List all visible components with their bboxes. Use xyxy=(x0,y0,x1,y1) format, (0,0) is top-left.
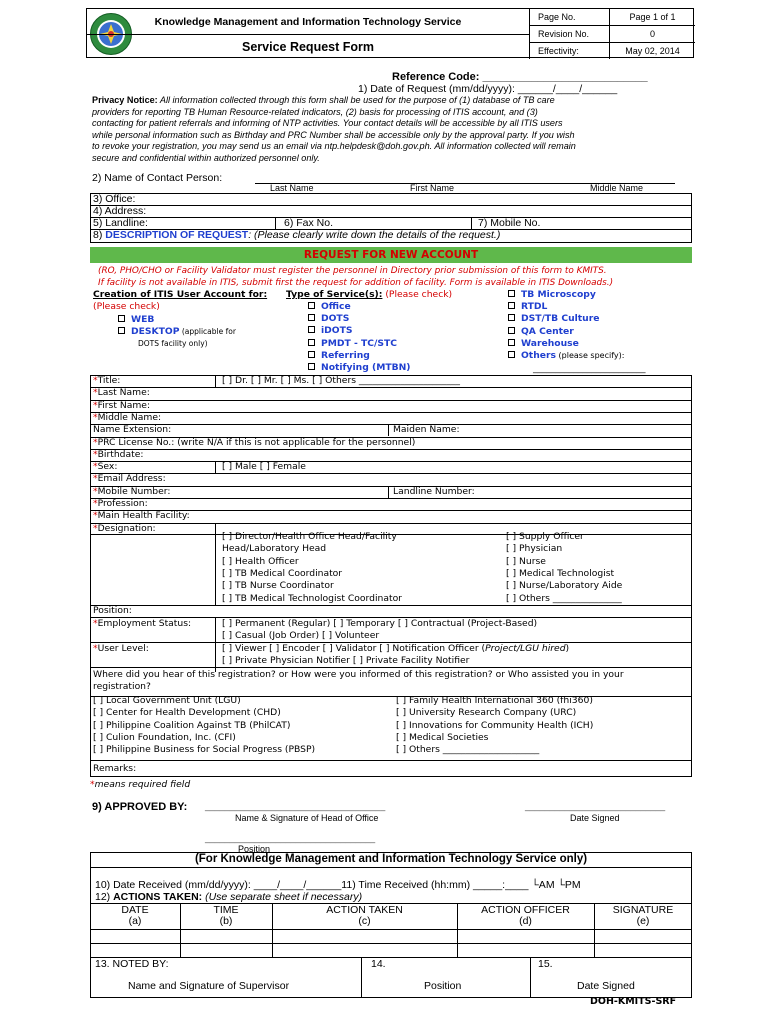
required-note: *means required field xyxy=(90,779,191,790)
service-checkbox-4[interactable]: Referring xyxy=(308,350,370,363)
privacy-label: Privacy Notice: xyxy=(92,95,158,105)
desktop-checkbox[interactable]: DESKTOP (applicable for xyxy=(118,326,236,339)
org-name: Knowledge Management and Information Technology Service xyxy=(87,9,530,35)
field-title[interactable]: *Title: xyxy=(93,375,121,386)
approver-name-caption: Name & Signature of Head of Office xyxy=(235,813,379,823)
form-title: Service Request Form xyxy=(87,35,530,59)
source-option-r2[interactable]: [ ] Innovations for Community Health (ICH) xyxy=(396,719,594,731)
supervisor-caption: Name and Signature of Supervisor xyxy=(128,980,290,992)
designation-option-5[interactable]: [ ] TB Medical Technologist Coordinator xyxy=(222,592,402,604)
service-checkbox-b0[interactable]: TB Microscopy xyxy=(508,289,596,302)
field-mobile[interactable]: *Mobile Number: xyxy=(93,485,171,497)
source-option-1[interactable]: [ ] Center for Health Development (CHD) xyxy=(93,707,281,719)
service-checkbox-3[interactable]: PMDT - TC/STC xyxy=(308,338,397,351)
field-14[interactable]: 14. xyxy=(371,958,386,970)
field-sex[interactable]: *Sex: xyxy=(93,461,118,473)
approved-by-label: 9) APPROVED BY: xyxy=(92,801,188,813)
field-middle[interactable]: *Middle Name: xyxy=(93,411,162,423)
fax-field[interactable]: 6) Fax No. xyxy=(284,217,334,229)
checkbox-icon xyxy=(118,327,125,334)
checkbox-icon xyxy=(508,327,515,334)
middle-name-caption: Middle Name xyxy=(590,183,644,193)
first-name-caption: First Name xyxy=(410,183,455,193)
service-title: Type of Service(s): (Please check) xyxy=(286,289,453,300)
remarks-field[interactable]: Remarks: xyxy=(93,763,137,774)
designation-option-r3[interactable]: [ ] Medical Technologist xyxy=(506,567,615,579)
source-option-r0[interactable]: [ ] Family Health International 360 (fhi360) xyxy=(396,695,593,706)
approver-position-line[interactable]: __________________________________ xyxy=(205,833,376,843)
action-col-sub-2: (c) xyxy=(358,915,371,927)
designation-option-4[interactable]: [ ] TB Nurse Coordinator xyxy=(222,580,334,592)
new-account-title: REQUEST FOR NEW ACCOUNT xyxy=(303,249,479,261)
field-email[interactable]: *Email Address: xyxy=(93,473,166,485)
designation-option-r0[interactable]: [ ] Supply Officer xyxy=(506,531,584,542)
user-level-options-0[interactable]: [ ] Viewer [ ] Encoder [ ] Validator [ ] Notification Officer (Project/LGU hired) xyxy=(222,643,570,654)
desktop-note: DOTS facility only) xyxy=(138,339,208,348)
new-account-note-1: (RO, PHO/CHO or Facility Validator must register the personnel in Directory prior submission of this form to KMITS. xyxy=(98,266,607,276)
designation-option-r5[interactable]: [ ] Others _______________ xyxy=(506,592,622,604)
source-option-r3[interactable]: [ ] Medical Societies xyxy=(396,731,489,743)
contact-person-label: 2) Name of Contact Person: xyxy=(92,172,223,184)
last-name-caption: Last Name xyxy=(270,183,314,193)
new-account-note-2: If facility is not available in ITIS, submit first the request for addition of facility. Form is available in ITIS Downloads.) xyxy=(98,278,614,288)
approval-date-caption: Date Signed xyxy=(570,813,620,823)
source-option-3[interactable]: [ ] Culion Foundation, Inc. (CFI) xyxy=(93,731,236,743)
designation-option-1[interactable]: Head/Laboratory Head xyxy=(222,543,327,555)
service-checkbox-b3[interactable]: QA Center xyxy=(508,326,574,339)
effectivity-value: May 02, 2014 xyxy=(625,46,680,56)
field-prc[interactable]: *PRC License No.: (write N/A if this is not applicable for the personnel) xyxy=(93,436,416,448)
page-no-label: Page No. xyxy=(530,9,610,26)
field-sex-options[interactable]: [ ] Male [ ] Female xyxy=(222,461,306,473)
where-question: Where did you hear of this registration? or How were you informed of this registration? or Who assisted you in your xyxy=(93,669,624,680)
action-col-header-1: TIME xyxy=(213,904,239,916)
date-signed-caption: Date Signed xyxy=(577,980,635,992)
checkbox-icon xyxy=(508,351,515,358)
field-designation[interactable]: *Designation: xyxy=(93,522,156,534)
position-caption: Position xyxy=(424,980,462,992)
service-checkbox-b1[interactable]: RTDL xyxy=(508,301,547,314)
actions-taken-label: 12) ACTIONS TAKEN: (Use separate sheet if necessary) xyxy=(95,891,363,903)
source-option-r4[interactable]: [ ] Others _____________________ xyxy=(396,744,540,756)
designation-option-r4[interactable]: [ ] Nurse/Laboratory Aide xyxy=(506,580,623,592)
source-option-0[interactable]: [ ] Local Government Unit (LGU) xyxy=(93,695,241,706)
where-block xyxy=(90,697,692,777)
checkbox-icon xyxy=(308,314,315,321)
checkbox-icon xyxy=(508,314,515,321)
field-profession[interactable]: *Profession: xyxy=(93,498,148,509)
revision-label: Revision No. xyxy=(530,26,610,43)
landline-field[interactable]: 5) Landline: xyxy=(93,217,148,229)
designation-option-r2[interactable]: [ ] Nurse xyxy=(506,555,546,567)
office-field[interactable]: 3) Office: xyxy=(93,193,136,205)
field-last[interactable]: *Last Name: xyxy=(93,387,150,399)
emp-status-options-1[interactable]: [ ] Casual (Job Order) [ ] Volunteer xyxy=(222,630,380,642)
designation-option-0[interactable]: [ ] Director/Health Office Head/Facility xyxy=(222,531,397,542)
service-checkbox-2[interactable]: iDOTS xyxy=(308,325,352,338)
approver-name-line[interactable]: ____________________________________ xyxy=(205,801,386,811)
emp-status-options-0[interactable]: [ ] Permanent (Regular) [ ] Temporary [ ] Contractual (Project-Based) xyxy=(222,618,538,629)
kmits-only-title: (For Knowledge Management and Information Technology Service only) xyxy=(194,853,588,865)
noted-by-label[interactable]: 13. NOTED BY: xyxy=(95,958,169,970)
action-col-header-2: ACTION TAKEN xyxy=(326,904,403,916)
field-user-level[interactable]: *User Level: xyxy=(93,643,149,654)
creation-title: Creation of ITIS User Account for: xyxy=(93,289,268,300)
action-col-sub-0: (a) xyxy=(128,915,142,927)
address-field[interactable]: 4) Address: xyxy=(93,205,147,217)
action-col-header-4: SIGNATURE xyxy=(612,904,674,916)
field-title-options[interactable]: [ ] Dr. [ ] Mr. [ ] Ms. [ ] Others ______________________ xyxy=(222,375,460,386)
revision-value: 0 xyxy=(610,26,695,43)
field-15[interactable]: 15. xyxy=(538,958,553,970)
designation-option-2[interactable]: [ ] Health Officer xyxy=(222,555,299,567)
others-specify-line[interactable]: _________________________ xyxy=(533,364,646,374)
service-checkbox-5[interactable]: Notifying (MTBN) xyxy=(308,362,411,375)
approver-position-caption: Position xyxy=(238,844,271,854)
description-field[interactable]: 8) DESCRIPTION OF REQUEST: (Please clearly write down the details of the request.) xyxy=(93,229,501,241)
checkbox-icon xyxy=(308,302,315,309)
checkbox-icon xyxy=(308,363,315,370)
page-no-value: Page 1 of 1 xyxy=(610,9,695,26)
approval-date-line[interactable]: ____________________________ xyxy=(525,801,666,811)
checkbox-icon xyxy=(308,339,315,346)
form-code: DOH-KMITS-SRF xyxy=(590,996,677,1007)
source-option-4[interactable]: [ ] Philippine Business for Social Progress (PBSP) xyxy=(93,744,316,756)
effectivity-label: Effectivity: xyxy=(530,43,610,59)
checkbox-icon xyxy=(508,290,515,297)
field-emp-status[interactable]: *Employment Status: xyxy=(93,618,192,629)
field-first[interactable]: *First Name: xyxy=(93,399,151,411)
field-position[interactable]: Position: xyxy=(93,605,132,616)
service-checkbox-b5[interactable]: Others (please specify): xyxy=(508,350,624,363)
source-option-2[interactable]: [ ] Philippine Coalition Against TB (PhilCAT) xyxy=(93,719,291,731)
creation-check-note: (Please check) xyxy=(93,301,160,312)
action-col-sub-4: (e) xyxy=(636,915,650,927)
field-facility[interactable]: *Main Health Facility: xyxy=(93,510,190,522)
designation-option-3[interactable]: [ ] TB Medical Coordinator xyxy=(222,567,343,579)
mobile-field[interactable]: 7) Mobile No. xyxy=(478,217,541,229)
action-col-header-3: ACTION OFFICER xyxy=(481,904,570,916)
checkbox-icon xyxy=(118,315,125,322)
field-maiden[interactable]: Maiden Name: xyxy=(393,424,460,436)
reference-code[interactable]: Reference Code: ___________________________ xyxy=(392,71,648,83)
checkbox-icon xyxy=(508,302,515,309)
form-header xyxy=(86,8,694,58)
checkbox-icon xyxy=(308,351,315,358)
service-checkbox-b2[interactable]: DST/TB Culture xyxy=(508,313,599,326)
designation-option-r1[interactable]: [ ] Physician xyxy=(506,543,563,555)
action-col-sub-3: (d) xyxy=(519,915,532,927)
field-ext[interactable]: Name Extension: xyxy=(93,424,172,436)
service-checkbox-b4[interactable]: Warehouse xyxy=(508,338,579,351)
web-checkbox[interactable]: WEB xyxy=(118,314,154,327)
user-level-options-1[interactable]: [ ] Private Physician Notifier [ ] Private Facility Notifier xyxy=(222,655,470,666)
checkbox-icon xyxy=(308,326,315,333)
source-option-r1[interactable]: [ ] University Research Company (URC) xyxy=(396,707,577,719)
field-birth[interactable]: *Birthdate: xyxy=(93,448,144,460)
action-col-header-0: DATE xyxy=(121,904,149,916)
field-landline[interactable]: Landline Number: xyxy=(393,485,475,497)
where-question-2: registration? xyxy=(93,681,151,692)
received-fields[interactable]: 10) Date Received (mm/dd/yyyy): ____/____/______11) Time Received (hh:mm) _____:____ └AM └PM xyxy=(95,879,581,891)
date-of-request[interactable]: 1) Date of Request (mm/dd/yyyy): ______/____/______ xyxy=(358,83,618,95)
service-checkbox-1[interactable]: DOTS xyxy=(308,313,349,326)
privacy-notice: Privacy Notice: All information collected through this form shall be used for the purpose of (1) database of TB care providers for reporting TB Human Resource-related indicators, (2) basis for processing of ITIS account, and (3) contacting for patient referrals and informing of NTP activities. Your contact details will be accessible by all ITIS users while personal information such as Birthday and PRC Number shall be accessible only by the approval party. If you wish to revoke your registration, you may send us an email via ntp.helpdesk@doh.gov.ph. All information collected will remain secure and confidential within authorized personnel only. xyxy=(92,95,576,163)
checkbox-icon xyxy=(508,339,515,346)
service-checkbox-0[interactable]: Office xyxy=(308,301,351,314)
action-col-sub-1: (b) xyxy=(219,915,233,927)
